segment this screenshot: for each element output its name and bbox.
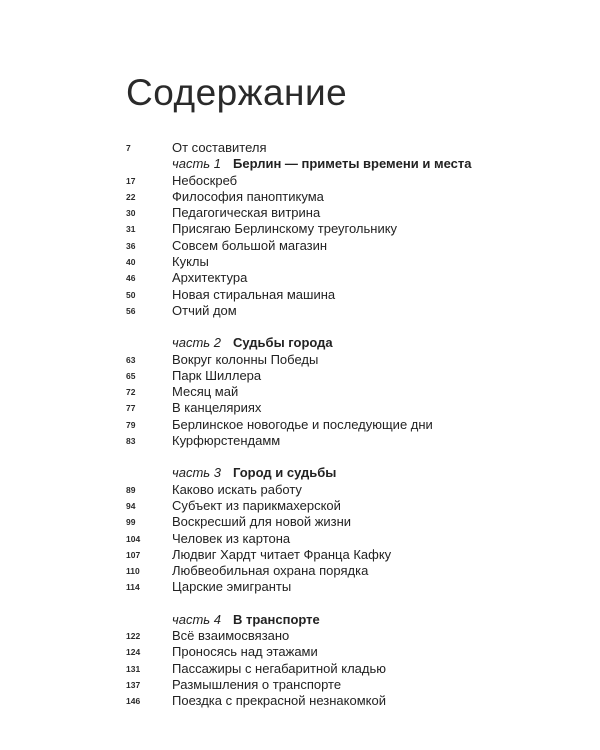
part-title: Город и судьбы [233, 465, 337, 481]
page-number: 79 [126, 419, 136, 430]
page-number: 89 [126, 484, 136, 495]
entry-title: Пассажиры с негабаритной кладью [172, 660, 387, 676]
toc-entry [0, 368, 600, 384]
page-title: Содержание [126, 72, 348, 113]
part-heading-3 [0, 465, 600, 481]
section-gap [0, 319, 600, 335]
page-number: 107 [126, 549, 141, 560]
entry-title: Присягаю Берлинскому треугольнику [172, 221, 398, 237]
entry-title: Небоскреб [172, 172, 238, 188]
part-title: В транспорте [233, 611, 320, 627]
entry-title: От составителя [172, 140, 267, 155]
table-of-contents [0, 140, 600, 710]
part-label: часть 4 [172, 611, 221, 627]
page-number: 110 [126, 566, 140, 577]
part-heading-1 [0, 156, 600, 172]
page-number: 131 [126, 663, 141, 674]
toc-entry [0, 531, 600, 547]
toc-entry [0, 547, 600, 563]
entry-title: Философия паноптикума [172, 188, 324, 204]
entry-title: Новая стиральная машина [172, 286, 336, 302]
toc-entry [0, 514, 600, 530]
entry-title: Человек из картона [172, 530, 291, 546]
entry-title: Парк Шиллера [172, 367, 262, 383]
toc-entry [0, 270, 600, 286]
entry-title: Царские эмигранты [172, 579, 292, 595]
toc-entry [0, 563, 600, 579]
toc-entry [0, 303, 600, 319]
part-title: Берлин — приметы времени и места [233, 156, 472, 172]
toc-entry [0, 693, 600, 709]
entry-title: Совсем большой магазин [172, 237, 328, 253]
page-number: 104 [126, 533, 141, 544]
part-title: Судьбы города [233, 335, 333, 351]
section-gap [0, 596, 600, 612]
page-number: 63 [126, 354, 136, 365]
page-number: 124 [126, 647, 141, 658]
toc-entry [0, 205, 600, 221]
toc-entry [0, 238, 600, 254]
page-number: 99 [126, 517, 136, 528]
entry-title: Любвеобильная охрана порядка [172, 563, 369, 579]
toc-entry [0, 579, 600, 595]
toc-entry [0, 400, 600, 416]
toc-entry [0, 417, 600, 433]
page-number: 56 [126, 305, 136, 316]
toc-entry [0, 677, 600, 693]
part-heading-4 [0, 612, 600, 628]
page-number: 65 [126, 370, 136, 381]
toc-entry [0, 644, 600, 660]
page-number: 72 [126, 387, 136, 398]
part-label: часть 2 [172, 335, 221, 351]
toc-entry [0, 221, 600, 237]
entry-title: Субъект из парикмахерской [172, 497, 341, 513]
part-heading-2 [0, 335, 600, 351]
toc-entry [0, 287, 600, 303]
page-number: 94 [126, 500, 136, 511]
page-number: 7 [126, 143, 131, 153]
entry-title: Месяц май [172, 384, 239, 400]
page-number: 17 [126, 175, 136, 186]
toc-entry [0, 498, 600, 514]
entry-title: Воскресший для новой жизни [172, 514, 352, 530]
page-number: 83 [126, 436, 136, 447]
page-number: 31 [126, 224, 136, 235]
entry-title: Берлинское новогодье и последующие дни [172, 416, 433, 432]
page-number: 146 [126, 696, 141, 707]
toc-entry [0, 254, 600, 270]
page-number: 46 [126, 273, 136, 284]
page-number: 30 [126, 208, 136, 219]
page-number: 137 [126, 679, 141, 690]
entry-title: Архитектура [172, 270, 248, 286]
toc-entry [0, 482, 600, 498]
entry-title: Каково искать работу [172, 481, 302, 497]
toc-entry [0, 189, 600, 205]
entry-title: Вокруг колонны Победы [172, 351, 319, 367]
toc-entry [0, 352, 600, 368]
part-label: часть 3 [172, 465, 221, 481]
toc-entry [0, 628, 600, 644]
toc-entry [0, 173, 600, 189]
toc-entry [0, 384, 600, 400]
entry-title: Размышления о транспорте [172, 676, 342, 692]
entry-title: Курфюрстендамм [172, 433, 281, 449]
toc-entry [0, 661, 600, 677]
entry-title: Всё взаимосвязано [172, 628, 290, 644]
page-number: 36 [126, 240, 136, 251]
entry-title: В канцеляриях [172, 400, 262, 416]
page-number: 50 [126, 289, 136, 300]
part-label: часть 1 [172, 156, 221, 172]
page-number: 114 [126, 582, 140, 593]
toc-entry-intro [0, 140, 600, 156]
page-number: 40 [126, 257, 136, 268]
entry-title: Поездка с прекрасной незнакомкой [172, 693, 386, 709]
entry-title: Педагогическая витрина [172, 205, 321, 221]
page-number: 122 [126, 631, 141, 642]
section-gap [0, 449, 600, 465]
toc-entry [0, 433, 600, 449]
entry-title: Людвиг Хардт читает Франца Кафку [172, 546, 392, 562]
entry-title: Куклы [172, 254, 209, 270]
entry-title: Проносясь над этажами [172, 644, 318, 660]
page-number: 22 [126, 191, 136, 202]
page-number: 77 [126, 403, 136, 414]
entry-title: Отчий дом [172, 302, 237, 318]
